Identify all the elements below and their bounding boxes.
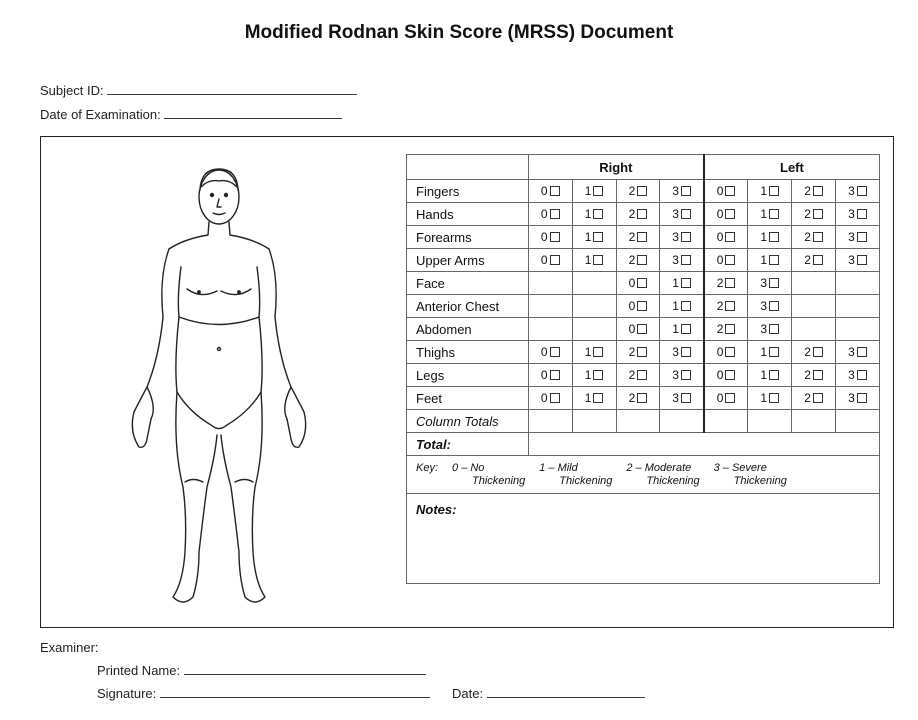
score-number: 0	[716, 230, 724, 244]
score-checkbox[interactable]	[769, 347, 779, 357]
score-cell	[704, 318, 748, 341]
score-checkbox[interactable]	[593, 232, 603, 242]
table-row	[407, 203, 880, 226]
empty-cell	[528, 272, 572, 295]
score-number: 0	[716, 345, 724, 359]
score-number: 0	[716, 207, 724, 221]
score-number: 3	[672, 345, 679, 359]
score-checkbox[interactable]	[857, 186, 867, 196]
score-cell	[616, 226, 660, 249]
score-cell	[660, 249, 704, 272]
score-number: 1	[760, 184, 768, 198]
header-blank-cell	[407, 155, 529, 180]
score-checkbox[interactable]	[681, 186, 691, 196]
empty-cell	[836, 318, 880, 341]
score-checkbox[interactable]	[637, 255, 647, 265]
exam-box	[40, 136, 894, 628]
table-row	[407, 318, 880, 341]
key-item-number: 3 – Severe	[713, 461, 767, 474]
score-cell	[748, 295, 792, 318]
score-number: 1	[760, 253, 768, 267]
score-checkbox[interactable]	[769, 209, 779, 219]
score-checkbox[interactable]	[725, 301, 735, 311]
score-checkbox[interactable]	[769, 255, 779, 265]
score-number: 2	[804, 391, 811, 405]
table-row	[407, 295, 880, 318]
score-cell	[572, 226, 616, 249]
score-checkbox[interactable]	[725, 255, 735, 265]
table-row	[407, 364, 880, 387]
score-checkbox[interactable]	[769, 278, 779, 288]
score-cell	[660, 295, 704, 318]
score-number: 0	[628, 276, 636, 290]
page-title: Modified Rodnan Skin Score (MRSS) Document	[244, 22, 674, 43]
score-number: 0	[628, 322, 636, 336]
printed-name-field[interactable]	[97, 663, 426, 678]
key-item	[452, 462, 525, 488]
column-total-cell[interactable]	[528, 410, 572, 433]
score-checkbox[interactable]	[813, 209, 823, 219]
score-checkbox[interactable]	[681, 393, 691, 403]
score-checkbox[interactable]	[593, 347, 603, 357]
row-label: Fingers	[407, 180, 529, 203]
column-totals-row	[407, 410, 880, 433]
score-checkbox[interactable]	[813, 370, 823, 380]
score-number: 2	[628, 230, 636, 244]
score-checkbox[interactable]	[637, 232, 647, 242]
score-number: 1	[584, 184, 592, 198]
date-line[interactable]	[487, 687, 645, 698]
score-number: 3	[760, 276, 768, 290]
score-checkbox[interactable]	[857, 255, 867, 265]
score-cell	[748, 180, 792, 203]
total-value-cell[interactable]	[528, 433, 879, 456]
score-cell	[528, 387, 572, 410]
row-label: Hands	[407, 203, 529, 226]
score-checkbox[interactable]	[637, 301, 647, 311]
score-number: 2	[628, 253, 636, 267]
score-cell	[704, 272, 748, 295]
score-cell	[704, 341, 748, 364]
score-number: 2	[804, 345, 811, 359]
score-number: 2	[804, 253, 811, 267]
score-number: 1	[584, 230, 592, 244]
table-row	[407, 272, 880, 295]
row-label: Anterior Chest	[407, 295, 529, 318]
score-number: 3	[672, 368, 679, 382]
score-checkbox[interactable]	[813, 232, 823, 242]
score-number: 0	[716, 253, 724, 267]
score-checkbox[interactable]	[550, 186, 560, 196]
score-number: 1	[760, 345, 768, 359]
score-number: 2	[628, 345, 636, 359]
row-label: Upper Arms	[407, 249, 529, 272]
score-cell	[704, 180, 748, 203]
score-cell	[616, 387, 660, 410]
score-number: 0	[540, 207, 548, 221]
score-cell	[792, 249, 836, 272]
score-cell	[836, 203, 880, 226]
score-cell	[836, 364, 880, 387]
score-cell	[572, 364, 616, 387]
key-item-desc: Thickening	[646, 474, 700, 487]
score-checkbox[interactable]	[725, 278, 735, 288]
score-checkbox[interactable]	[725, 370, 735, 380]
column-total-cell[interactable]	[616, 410, 660, 433]
score-checkbox[interactable]	[550, 347, 560, 357]
score-number: 1	[584, 391, 592, 405]
score-checkbox[interactable]	[681, 232, 691, 242]
score-number: 2	[628, 184, 636, 198]
signature-field[interactable]	[97, 686, 430, 701]
score-cell	[660, 272, 704, 295]
score-number: 1	[672, 299, 679, 313]
printed-name-label: Printed Name:	[97, 663, 181, 678]
score-number: 3	[672, 184, 679, 198]
score-checkbox[interactable]	[550, 209, 560, 219]
key-item-desc: Thickening	[559, 474, 613, 487]
table-row	[407, 226, 880, 249]
empty-cell	[572, 272, 616, 295]
score-cell	[616, 272, 660, 295]
score-number: 2	[716, 322, 724, 336]
score-cell	[748, 203, 792, 226]
table-row	[407, 180, 880, 203]
score-number: 0	[540, 391, 548, 405]
key-item	[539, 462, 612, 488]
date-field[interactable]	[452, 686, 645, 701]
score-number: 0	[540, 368, 548, 382]
score-cell	[528, 203, 572, 226]
score-number: 3	[848, 253, 855, 267]
score-number: 2	[804, 368, 811, 382]
score-cell	[836, 180, 880, 203]
date-of-examination-label: Date of Examination:	[40, 107, 161, 122]
score-cell	[748, 226, 792, 249]
score-checkbox[interactable]	[550, 393, 560, 403]
signature-line[interactable]	[160, 687, 430, 698]
key-row	[407, 456, 880, 494]
right-header: Right	[528, 155, 704, 180]
score-checkbox[interactable]	[769, 393, 779, 403]
score-cell	[792, 203, 836, 226]
score-checkbox[interactable]	[725, 232, 735, 242]
score-number: 2	[628, 207, 636, 221]
score-number: 1	[760, 230, 768, 244]
score-checkbox[interactable]	[681, 370, 691, 380]
score-cell	[660, 226, 704, 249]
empty-cell	[836, 272, 880, 295]
score-number: 1	[584, 253, 592, 267]
score-cell	[748, 249, 792, 272]
row-label: Legs	[407, 364, 529, 387]
key-item	[714, 462, 787, 488]
score-number: 1	[672, 276, 679, 290]
score-checkbox[interactable]	[857, 209, 867, 219]
empty-cell	[792, 272, 836, 295]
score-number: 2	[716, 299, 724, 313]
score-checkbox[interactable]	[593, 370, 603, 380]
score-cell	[616, 295, 660, 318]
score-cell	[660, 203, 704, 226]
notes-label: Notes:	[416, 502, 457, 517]
column-totals-label: Column Totals	[407, 410, 529, 433]
score-number: 0	[716, 184, 724, 198]
score-cell	[748, 341, 792, 364]
score-number: 1	[584, 368, 592, 382]
score-cell	[704, 203, 748, 226]
score-checkbox[interactable]	[593, 186, 603, 196]
date-label: Date:	[452, 686, 484, 701]
score-checkbox[interactable]	[593, 393, 603, 403]
score-checkbox[interactable]	[813, 186, 823, 196]
score-number: 3	[672, 230, 679, 244]
score-checkbox[interactable]	[681, 301, 691, 311]
score-number: 0	[716, 391, 724, 405]
score-checkbox[interactable]	[813, 255, 823, 265]
score-checkbox[interactable]	[857, 370, 867, 380]
score-checkbox[interactable]	[550, 255, 560, 265]
score-cell	[748, 272, 792, 295]
score-number: 0	[540, 230, 548, 244]
score-cell	[660, 318, 704, 341]
empty-cell	[792, 318, 836, 341]
score-number: 0	[540, 253, 548, 267]
score-checkbox[interactable]	[857, 232, 867, 242]
score-cell	[748, 364, 792, 387]
left-header: Left	[704, 155, 880, 180]
table-row	[407, 249, 880, 272]
subject-id-field[interactable]	[40, 83, 357, 98]
score-number: 0	[628, 299, 636, 313]
empty-cell	[836, 295, 880, 318]
score-cell	[528, 364, 572, 387]
score-checkbox[interactable]	[769, 301, 779, 311]
score-cell	[748, 318, 792, 341]
score-number: 3	[848, 207, 855, 221]
score-cell	[792, 226, 836, 249]
score-number: 2	[804, 184, 811, 198]
score-number: 0	[540, 345, 548, 359]
key-item-number: 1 – Mild	[539, 461, 578, 474]
score-cell	[660, 341, 704, 364]
score-cell	[836, 341, 880, 364]
score-cell	[836, 387, 880, 410]
score-number: 3	[760, 299, 768, 313]
score-number: 0	[540, 184, 548, 198]
subject-id-line[interactable]	[107, 84, 357, 95]
score-cell	[836, 226, 880, 249]
score-checkbox[interactable]	[637, 370, 647, 380]
score-number: 1	[672, 322, 679, 336]
score-cell	[528, 341, 572, 364]
empty-cell	[528, 318, 572, 341]
row-label: Face	[407, 272, 529, 295]
score-number: 3	[672, 391, 679, 405]
subject-id-label: Subject ID:	[40, 83, 104, 98]
empty-cell	[528, 295, 572, 318]
key-item-desc: Thickening	[733, 474, 787, 487]
score-cell	[616, 249, 660, 272]
examiner-label: Examiner:	[40, 640, 99, 655]
score-checkbox[interactable]	[681, 209, 691, 219]
score-number: 3	[672, 253, 679, 267]
table-row	[407, 341, 880, 364]
score-cell	[616, 341, 660, 364]
total-label: Total:	[407, 433, 529, 456]
score-checkbox[interactable]	[637, 347, 647, 357]
score-number: 3	[848, 368, 855, 382]
score-checkbox[interactable]	[550, 370, 560, 380]
score-cell	[704, 295, 748, 318]
key-label: Key:	[416, 461, 439, 474]
score-checkbox[interactable]	[637, 278, 647, 288]
date-of-examination-field[interactable]	[40, 107, 342, 122]
score-cell	[836, 249, 880, 272]
row-label: Forearms	[407, 226, 529, 249]
row-label: Feet	[407, 387, 529, 410]
column-total-cell[interactable]	[748, 410, 792, 433]
score-cell	[572, 180, 616, 203]
score-cell	[748, 387, 792, 410]
score-checkbox[interactable]	[637, 186, 647, 196]
column-total-cell[interactable]	[836, 410, 880, 433]
score-cell	[792, 341, 836, 364]
column-total-cell[interactable]	[792, 410, 836, 433]
empty-cell	[572, 295, 616, 318]
score-cell	[660, 180, 704, 203]
score-cell	[616, 203, 660, 226]
score-checkbox[interactable]	[725, 324, 735, 334]
score-number: 2	[804, 207, 811, 221]
score-cell	[660, 387, 704, 410]
score-number: 3	[760, 322, 768, 336]
score-checkbox[interactable]	[813, 393, 823, 403]
score-number: 0	[716, 368, 724, 382]
score-cell	[528, 249, 572, 272]
notes-row	[407, 494, 880, 584]
score-checkbox[interactable]	[637, 393, 647, 403]
column-total-cell[interactable]	[572, 410, 616, 433]
score-checkbox[interactable]	[593, 209, 603, 219]
score-checkbox[interactable]	[769, 186, 779, 196]
printed-name-line[interactable]	[184, 664, 426, 675]
score-checkbox[interactable]	[681, 278, 691, 288]
score-cell	[572, 341, 616, 364]
score-number: 3	[848, 391, 855, 405]
score-checkbox[interactable]	[550, 232, 560, 242]
score-cell	[616, 318, 660, 341]
signature-label: Signature:	[97, 686, 157, 701]
score-number: 2	[628, 368, 636, 382]
score-cell	[616, 180, 660, 203]
score-checkbox[interactable]	[637, 209, 647, 219]
score-number: 3	[672, 207, 679, 221]
total-row	[407, 433, 880, 456]
score-cell	[792, 180, 836, 203]
notes-area[interactable]	[407, 494, 880, 584]
score-cell	[572, 203, 616, 226]
score-checkbox[interactable]	[857, 347, 867, 357]
score-checkbox[interactable]	[681, 255, 691, 265]
score-checkbox[interactable]	[593, 255, 603, 265]
row-label: Thighs	[407, 341, 529, 364]
score-cell	[704, 249, 748, 272]
score-checkbox[interactable]	[725, 186, 735, 196]
score-number: 2	[716, 276, 724, 290]
score-checkbox[interactable]	[681, 324, 691, 334]
score-number: 1	[584, 345, 592, 359]
column-total-cell[interactable]	[704, 410, 748, 433]
score-number: 3	[848, 184, 855, 198]
score-number: 1	[584, 207, 592, 221]
score-number: 2	[628, 391, 636, 405]
score-checkbox[interactable]	[681, 347, 691, 357]
score-number: 2	[804, 230, 811, 244]
score-number: 1	[760, 391, 768, 405]
score-cell	[660, 364, 704, 387]
score-checkbox[interactable]	[857, 393, 867, 403]
date-of-examination-line[interactable]	[164, 108, 342, 119]
score-checkbox[interactable]	[637, 324, 647, 334]
score-checkbox[interactable]	[769, 232, 779, 242]
key-item-desc: Thickening	[472, 474, 526, 487]
score-checkbox[interactable]	[813, 347, 823, 357]
score-cell	[792, 364, 836, 387]
body-figure-icon	[129, 157, 319, 607]
key-item	[626, 462, 699, 488]
score-checkbox[interactable]	[725, 209, 735, 219]
score-cell	[792, 387, 836, 410]
score-checkbox[interactable]	[725, 393, 735, 403]
key-cell	[407, 456, 880, 494]
column-total-cell[interactable]	[660, 410, 704, 433]
table-row	[407, 387, 880, 410]
score-number: 1	[760, 368, 768, 382]
score-cell	[704, 226, 748, 249]
score-cell	[704, 387, 748, 410]
score-cell	[616, 364, 660, 387]
empty-cell	[792, 295, 836, 318]
score-number: 3	[848, 230, 855, 244]
score-cell	[572, 249, 616, 272]
score-cell	[528, 180, 572, 203]
table-header-row	[407, 155, 880, 180]
key-item-number: 0 – No	[452, 461, 485, 474]
score-cell	[704, 364, 748, 387]
score-number: 3	[848, 345, 855, 359]
score-cell	[572, 387, 616, 410]
row-label: Abdomen	[407, 318, 529, 341]
score-cell	[528, 226, 572, 249]
score-checkbox[interactable]	[769, 370, 779, 380]
score-checkbox[interactable]	[769, 324, 779, 334]
score-number: 1	[760, 207, 768, 221]
mrss-score-table	[406, 154, 880, 584]
empty-cell	[572, 318, 616, 341]
score-checkbox[interactable]	[725, 347, 735, 357]
key-item-number: 2 – Moderate	[626, 461, 692, 474]
